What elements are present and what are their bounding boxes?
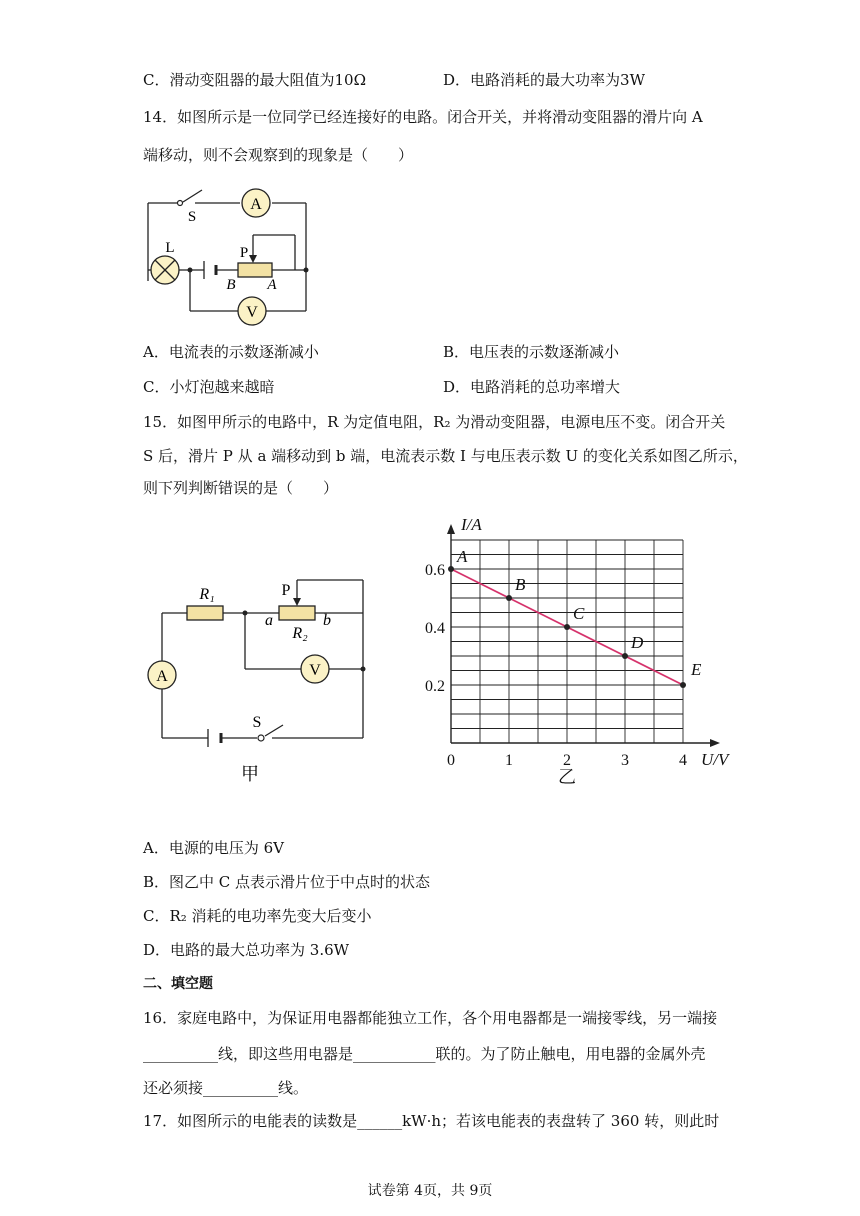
- lamp-label: L: [165, 240, 175, 256]
- rheostat-icon: [238, 263, 272, 277]
- data-point-label: E: [691, 660, 702, 679]
- y-tick-label: 0.4: [425, 620, 445, 637]
- voltmeter-label: V: [246, 304, 258, 321]
- x-axis-label: U/V: [701, 750, 729, 769]
- ammeter-label: A: [156, 668, 168, 685]
- end-a-label: A: [267, 277, 277, 293]
- r2-label: R₂: [292, 625, 308, 642]
- ammeter-label: A: [250, 196, 262, 213]
- q15-stem-line2: S 后，滑片 P 从 a 端移动到 b 端，电流表示数 I 与电压表示数 U 的变化关系如图乙所示，: [143, 447, 748, 465]
- end-b-label: b: [323, 612, 331, 629]
- data-point-a: [448, 566, 454, 572]
- q15-stem-line1: 15．如图甲所示的电路中，R 为定值电阻，R₂ 为滑动变阻器，电源电压不变。闭合开关: [143, 413, 726, 431]
- x-tick-label: 1: [505, 752, 513, 769]
- q16-line3: 还必须接__________线。: [143, 1079, 309, 1097]
- data-point-label: C: [573, 604, 585, 623]
- data-point-b: [506, 595, 512, 601]
- r1-label: R₁: [199, 586, 215, 603]
- x-tick-label: 3: [621, 752, 629, 769]
- resistor-r1-icon: [187, 606, 223, 620]
- switch-label: S: [252, 714, 262, 731]
- y-tick-label: 0.2: [425, 678, 445, 695]
- y-axis-arrow: [447, 524, 455, 534]
- q14-stem-line2: 端移动，则不会观察到的现象是（ ）: [143, 146, 414, 164]
- rheostat-r2-icon: [279, 606, 315, 620]
- q17-line1: 17．如图所示的电能表的读数是______kW·h；若该电能表的表盘转了 360 转，则此时: [143, 1112, 720, 1130]
- x-axis-arrow: [710, 739, 720, 747]
- q14-option-d: D．电路消耗的总功率增大: [443, 378, 621, 396]
- data-point-label: D: [631, 633, 644, 652]
- x-tick-label: 0: [447, 752, 455, 769]
- voltmeter-label: V: [309, 662, 321, 679]
- end-a-label: a: [265, 612, 273, 629]
- data-point-d: [622, 653, 628, 659]
- q13-option-c: C．滑动变阻器的最大阻值为10Ω: [143, 71, 367, 89]
- q14-option-b: B．电压表的示数逐渐减小: [443, 343, 620, 361]
- data-point-label: B: [515, 575, 526, 594]
- q16-line2: __________线，即这些用电器是___________联的。为了防止触电，用电器的金属外壳: [143, 1045, 706, 1063]
- slider-label: P: [281, 582, 291, 599]
- q15-option-d: D．电路的最大总功率为 3.6W: [143, 941, 350, 959]
- q14-stem-line1: 14．如图所示是一位同学已经连接好的电路。闭合开关，并将滑动变阻器的滑片向 A: [143, 108, 703, 126]
- q16-line1: 16．家庭电路中，为保证用电器都能独立工作，各个用电器都是一端接零线，另一端接: [143, 1009, 718, 1027]
- q15-circuit-diagram: [145, 575, 375, 790]
- q15-option-a: A．电源的电压为 6V: [143, 839, 284, 857]
- q13-option-d: D．电路消耗的最大功率为3W: [443, 71, 645, 89]
- switch-label: S: [187, 209, 197, 225]
- q14-circuit-diagram: [140, 185, 330, 330]
- figure-yi-caption: 乙: [558, 767, 576, 787]
- page-footer: 试卷第 4页，共 9页: [367, 1183, 493, 1199]
- q15-stem-line3: 则下列判断错误的是（ ）: [143, 479, 339, 497]
- x-tick-label: 4: [679, 752, 687, 769]
- y-tick-label: 0.6: [425, 562, 445, 579]
- q14-option-a: A．电流表的示数逐渐减小: [143, 343, 319, 361]
- q15-option-c: C．R₂ 消耗的电功率先变大后变小: [143, 907, 372, 925]
- q15-option-b: B．图乙中 C 点表示滑片位于中点时的状态: [143, 873, 431, 891]
- q15-iu-graph: [405, 515, 750, 790]
- data-point-c: [564, 624, 570, 630]
- slider-label: P: [239, 245, 249, 261]
- q14-option-c: C．小灯泡越来越暗: [143, 378, 275, 396]
- end-b-label: B: [226, 277, 236, 293]
- x-tick-label: 2: [563, 752, 571, 769]
- section-title-fill-in: 二、填空题: [143, 976, 213, 992]
- y-axis-label: I/A: [461, 515, 482, 534]
- data-point-e: [680, 682, 686, 688]
- figure-jia-caption: 甲: [241, 764, 259, 784]
- data-point-label: A: [457, 547, 468, 566]
